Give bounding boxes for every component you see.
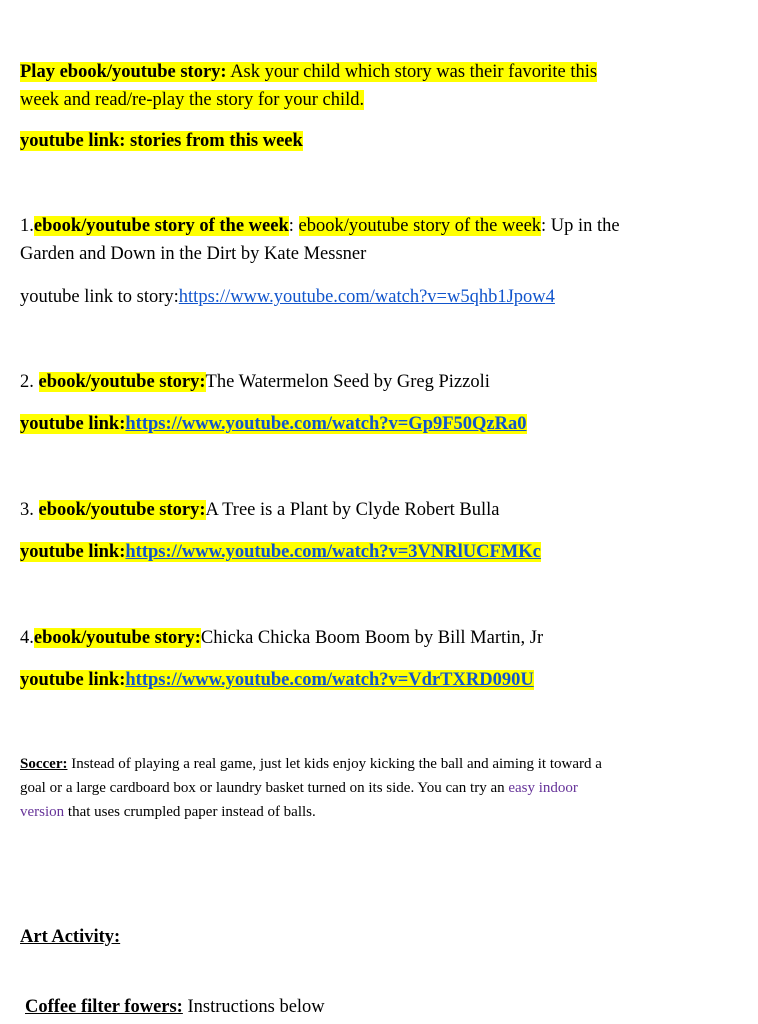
story-3-number: 3. xyxy=(20,500,39,520)
story-4-title: Chicka Chicka Boom Boom by Bill Martin, Jr xyxy=(200,628,544,648)
intro-youtube-line xyxy=(20,127,740,155)
story-4-link-line xyxy=(20,666,740,694)
story-2-url[interactable]: https://www.youtube.com/watch?v=Gp9F50QzRa0 xyxy=(125,414,527,434)
story-3-label: ebook/youtube story: xyxy=(38,500,206,520)
story-3-link-line xyxy=(20,538,740,566)
soccer-text-end: that uses crumpled paper instead of balls. xyxy=(64,804,316,820)
coffee-filter-label: Coffee filter fowers: xyxy=(25,997,183,1017)
story-2-label: ebook/youtube story: xyxy=(38,372,206,392)
story-3 xyxy=(20,496,740,524)
story-1-number: 1. xyxy=(20,216,34,236)
soccer-text-line2: goal or a large cardboard box or laundry basket turned on its side. You can try an xyxy=(20,780,509,796)
intro-text-line1: Ask your child which story was their favorite this xyxy=(226,62,598,82)
story-4-label: ebook/youtube story: xyxy=(33,628,201,648)
story-1-label-repeat: ebook/youtube story of the week xyxy=(298,216,542,236)
soccer-paragraph xyxy=(20,752,740,824)
story-4-number: 4. xyxy=(20,628,34,648)
story-2 xyxy=(20,368,740,396)
story-1-title-line2: Garden and Down in the Dirt by Kate Messner xyxy=(20,244,367,264)
intro-text-line2: week and read/re-play the story for your child. xyxy=(20,90,365,110)
art-heading: Art Activity: xyxy=(20,927,121,947)
story-2-number: 2. xyxy=(20,372,39,392)
coffee-filter-line xyxy=(25,993,745,1021)
story-1-url[interactable]: https://www.youtube.com/watch?v=w5qhb1Jpow4 xyxy=(178,287,555,307)
soccer-text-line1: Instead of playing a real game, just let kids enjoy kicking the ball and aiming it toward a xyxy=(67,756,602,772)
story-3-url[interactable]: https://www.youtube.com/watch?v=3VNRlUCFMKc xyxy=(125,542,541,562)
intro-paragraph xyxy=(20,58,740,114)
story-4 xyxy=(20,624,740,652)
story-1-colon: : xyxy=(288,216,299,236)
story-1-label: ebook/youtube story of the week xyxy=(33,216,289,236)
story-3-title: A Tree is a Plant by Clyde Robert Bulla xyxy=(205,500,500,520)
story-2-link-line xyxy=(20,410,740,438)
coffee-filter-text: Instructions below xyxy=(182,997,325,1017)
story-4-link-label: youtube link: xyxy=(20,670,126,690)
story-1 xyxy=(20,212,740,268)
story-1-link-label: youtube link to story: xyxy=(20,287,179,307)
intro-label: Play ebook/youtube story: xyxy=(20,62,227,82)
story-1-link-line xyxy=(20,283,740,311)
story-2-link-label: youtube link: xyxy=(20,414,126,434)
story-1-title-line1: : Up in the xyxy=(541,216,620,236)
art-section xyxy=(20,923,740,951)
soccer-link-part1[interactable]: easy indoor xyxy=(508,780,578,796)
soccer-label: Soccer: xyxy=(20,756,68,772)
intro-youtube-link[interactable]: youtube link: stories from this week xyxy=(20,131,303,151)
story-4-url[interactable]: https://www.youtube.com/watch?v=VdrTXRD090U xyxy=(125,670,534,690)
story-3-link-label: youtube link: xyxy=(20,542,126,562)
story-2-title: The Watermelon Seed by Greg Pizzoli xyxy=(205,372,490,392)
soccer-link-part2[interactable]: version xyxy=(20,804,65,820)
